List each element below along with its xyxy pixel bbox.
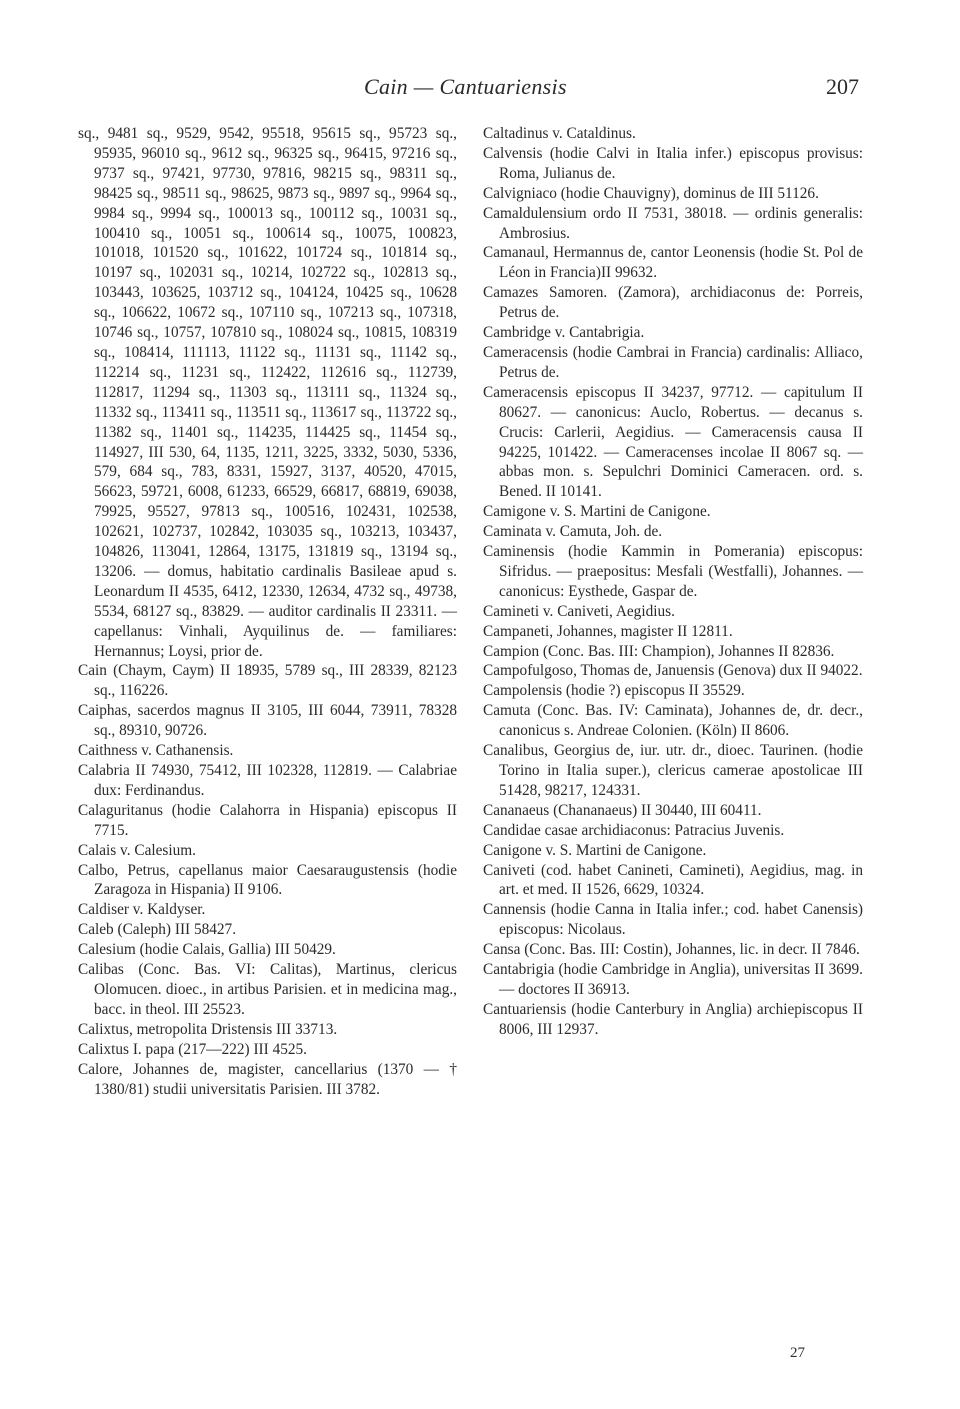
index-entry: Candidae casae archidiaconus: Patracius Juvenis.: [483, 821, 785, 839]
index-entry: Camanaul, Hermannus de, cantor Leonensis (hodie St. Pol de Léon in Francia)II 99632.: [483, 244, 863, 282]
index-entry: Calibas (Conc. Bas. VI: Calitas), Martinus, clericus Olomucen. dioec., in artibus Parisien. et in medicina mag., bacc. in theol. III 25523.: [78, 961, 457, 1018]
index-entry: Campaneti, Johannes, magister II 12811.: [483, 622, 733, 640]
index-entry: Cambridge v. Cantabrigia.: [483, 324, 645, 342]
index-entry: Calais v. Calesium.: [78, 841, 196, 859]
index-entry: Caiphas, sacerdos magnus II 3105, III 6044, 73911, 78328 sq., 89310, 90726.: [78, 702, 457, 740]
index-entry: Canigone v. S. Martini de Canigone.: [483, 841, 707, 859]
index-entry: Caldiser v. Kaldyser.: [78, 901, 206, 919]
index-entry: Cameracensis (hodie Cambrai in Francia) cardinalis: Alliaco, Petrus de.: [483, 343, 863, 381]
index-entry: Camazes Samoren. (Zamora), archidiaconus de: Porreis, Petrus de.: [483, 284, 863, 322]
index-entry: Cameracensis episcopus II 34237, 97712. — capitulum II 80627. — canonicus: Auclo, Robertus. — decanus s. Crucis: Carlerii, Aegidius. — Cameracensis causa II 94225, 101422. — Cameracenses incolae II 8067 sq. — abbas mon. s. Sepulchri Dominici Cameracen. ord. s. Bened. II 10141.: [483, 383, 863, 501]
index-entry: Caltadinus v. Cataldinus.: [483, 125, 636, 142]
index-entry: Campolensis (hodie ?) episcopus II 35529.: [483, 682, 745, 700]
signature-mark: 27: [790, 1345, 805, 1361]
index-entry: sq., 9481 sq., 9529, 9542, 95518, 95615 sq., 95723 sq., 95935, 96010 sq., 9612 sq., 96325 sq., 96415, 97216 sq., 9737 sq., 97421, 97730, 97816, 98215 sq., 98311 sq., 98425 sq., 98511 sq., 98625, 9873 sq., 9897 sq., 9964 sq., 9984 sq., 9994 sq., 100013 sq., 100112 sq., 10031 sq., 100410 sq., 10051 sq., 100614 sq., 10075, 100823, 101018, 101520 sq., 101622, 101724 sq., 101814 sq., 10197 sq., 102031 sq., 10214, 102722 sq., 102813 sq., 103443, 103625, 103712 sq., 104124, 10425 sq., 10628 sq., 106622, 10672 sq., 107110 sq., 107213 sq., 107318, 10746 sq., 10757, 107810 sq., 108024 sq., 10815, 108319 sq., 108414, 111113, 11122 sq., 11131 sq., 11142 sq., 112214 sq., 11231 sq., 112422, 112616 sq., 112739, 112817, 11294 sq., 11303 sq., 113111 sq., 11324 sq., 11332 sq., 113411 sq., 113511 sq., 113617 sq., 113722 sq., 11382 sq., 11401 sq., 114235, 114425 sq., 11454 sq., 114927, III 530, 64, 1135, 1211, 3225, 3332, 5030, 5336, 579, 684 sq., 783, 8331, 15927, 3137, 40520, 47015, 56623, 59721, 6008, 61233, 66529, 66817, 68819, 69038, 79925, 95527, 97813 sq., 100516, 102431, 102538, 102621, 102737, 102842, 103035 sq., 103213, 103437, 104826, 113041, 12864, 13175, 131819 sq., 13194 sq., 13206. — domus, habitatio cardinalis Basileae apud s. Leonardum II 4535, 6412, 12330, 12634, 4732 sq., 49738, 5534, 68127 sq., 83829. — auditor cardinalis II 23311. — capellanus: Vinhali, Ayquilinus de. — familiares: Hernannus; Loysi, prior de.: [78, 125, 457, 660]
index-entry: Cansa (Conc. Bas. III: Costin), Johannes, lic. in decr. II 7846.: [483, 941, 860, 959]
index-entry: Cantabrigia (hodie Cambridge in Anglia), universitas II 3699. — doctores II 36913.: [483, 961, 863, 998]
index-entry: Calvensis (hodie Calvi in Italia infer.) episcopus provisus: Roma, Julianus de.: [483, 144, 863, 182]
index-entry: Caithness v. Cathanensis.: [78, 742, 234, 760]
index-entry: Calabria II 74930, 75412, III 102328, 112819. — Calabriae dux: Ferdinandus.: [78, 762, 457, 799]
index-entry: Cantuariensis (hodie Canterbury in Anglia) archiepiscopus II 8006, III 12937.: [483, 1000, 863, 1038]
index-entry: Caminensis (hodie Kammin in Pomerania) episcopus: Sifridus. — praepositus: Mesfali (Westfalli), Johannes. — canonicus: Eysthede, Gaspar de.: [483, 543, 863, 600]
left-column: [78, 124, 457, 1099]
index-entry: Calixtus I. papa (217—222) III 4525.: [78, 1040, 307, 1058]
index-entry: Campofulgoso, Thomas de, Januensis (Genova) dux II 94022.: [483, 662, 863, 680]
index-entry: Canalibus, Georgius de, iur. utr. dr., dioec. Taurinen. (hodie Torino in Italia super.), clericus camerae apostolicae III 51428, 98217, 124331.: [483, 742, 863, 799]
running-head: [0, 74, 960, 104]
index-entry: Camuta (Conc. Bas. IV: Caminata), Johannes de, dr. decr., canonicus s. Andreae Colonien. (Köln) II 8606.: [483, 702, 863, 740]
index-entry: Caleb (Caleph) III 58427.: [78, 921, 237, 939]
index-entry: Cannensis (hodie Canna in Italia infer.; cod. habet Canensis) episcopus: Nicolaus.: [483, 901, 863, 939]
index-entry: Caminata v. Camuta, Joh. de.: [483, 523, 663, 541]
page-number: 207: [826, 74, 859, 99]
index-entry: Calaguritanus (hodie Calahorra in Hispania) episcopus II 7715.: [78, 801, 457, 839]
index-entry: Campion (Conc. Bas. III: Champion), Johannes II 82836.: [483, 642, 835, 660]
index-entry: Calbo, Petrus, capellanus maior Caesaraugustensis (hodie Zaragoza in Hispania) II 9106.: [78, 861, 457, 899]
index-entry: Calore, Johannes de, magister, cancellarius (1370 — † 1380/81) studii universitatis Parisien. III 3782.: [78, 1060, 457, 1098]
index-entry: Calvigniaco (hodie Chauvigny), dominus de III 51126.: [483, 184, 819, 202]
index-entry: Caniveti (cod. habet Canineti, Camineti), Aegidius, mag. in art. et med. II 1526, 6629, 10324.: [483, 861, 863, 899]
index-entry: Cain (Chaym, Caym) II 18935, 5789 sq., III 28339, 82123 sq., 116226.: [78, 662, 457, 700]
index-entry: Camigone v. S. Martini de Canigone.: [483, 503, 711, 521]
index-entry: Calixtus, metropolita Dristensis III 33713.: [78, 1020, 338, 1038]
index-entry: Camaldulensium ordo II 7531, 38018. — ordinis generalis: Ambrosius.: [483, 204, 863, 242]
index-entry: Camineti v. Caniveti, Aegidius.: [483, 602, 675, 620]
running-title: Cain — Cantuariensis: [364, 74, 567, 99]
right-column: [483, 124, 863, 1040]
index-entry: Calesium (hodie Calais, Gallia) III 50429.: [78, 941, 336, 959]
index-entry: Cananaeus (Chananaeus) II 30440, III 60411.: [483, 801, 762, 819]
